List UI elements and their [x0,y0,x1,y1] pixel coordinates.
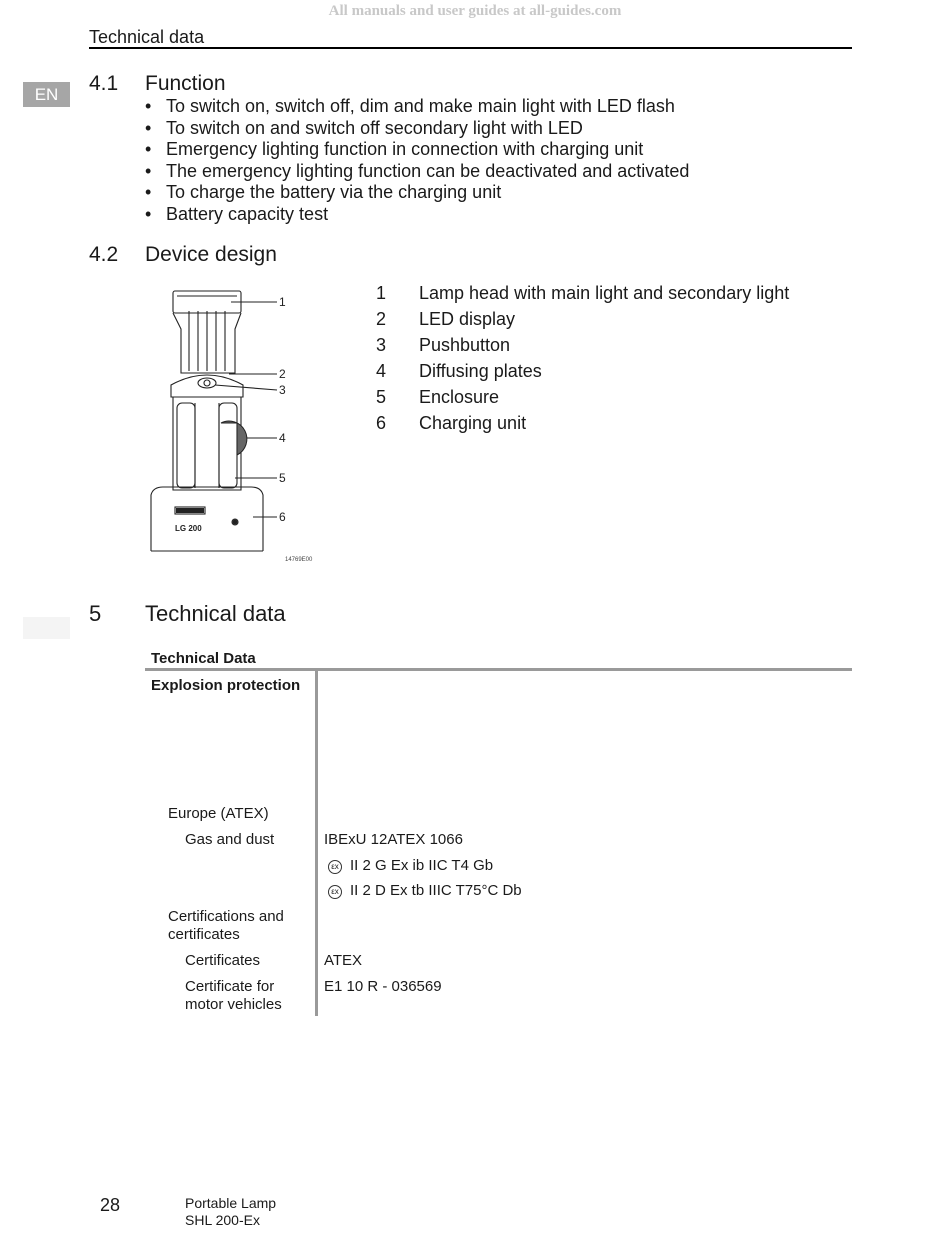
table-label-certifications: Certifications and certificates [168,908,284,943]
legend-row: 6 Charging unit [376,413,527,433]
section-4-1-number: 4.1 [89,72,119,95]
watermark: All manuals and user guides at all-guides.com [328,3,622,19]
section-4-2-title: Device design [145,243,277,266]
figure-code: 14769E00 [285,557,313,563]
legend-row: 5 Enclosure [376,387,500,407]
section-5-title: Technical data [145,601,286,626]
footer-product: Portable Lamp SHL 200-Ex [185,1195,277,1228]
legend-row: 2 LED display [376,309,516,329]
table-label-gas-dust: Gas and dust [185,831,275,848]
table-value-gas-marking: εx II 2 G Ex ib IIC T4 Gb [328,857,493,875]
page-number: 28 [100,1195,121,1215]
legend-row: 3 Pushbutton [376,335,511,355]
ex-symbol-icon: εx [328,860,342,874]
table-label-motor-vehicles: Certificate for motor vehicles [185,978,282,1013]
list-item: • Emergency lighting function in connection with charging unit [145,139,644,159]
list-item: • The emergency lighting function can be deactivated and activated [145,160,690,181]
table-value-ibexu: IBExU 12ATEX 1066 [324,831,463,848]
callout-6: 6 [279,510,286,524]
table-value-motor-vehicles: E1 10 R - 036569 [324,978,442,995]
section-4-2-number: 4.2 [89,243,119,266]
table-header: Technical Data [151,650,256,667]
section-4-1-title: Function [145,72,226,95]
list-item: • To switch on and switch off secondary light with LED [145,117,583,138]
section-5-number: 5 [89,601,102,626]
page-header-title: Technical data [89,27,205,47]
device-legend [376,282,789,438]
callout-5: 5 [279,471,286,485]
table-value-certificates: ATEX [324,952,363,969]
list-item: • To switch on, switch off, dim and make main light with LED flash [145,96,675,116]
device-brand-label: LG 200 [175,524,202,533]
function-list [145,96,689,225]
table-value-dust-marking: εx II 2 D Ex tb IIIC T75°C Db [328,882,522,900]
callout-1: 1 [279,295,286,309]
table-column-divider [315,671,318,1016]
device-illustration [145,285,325,570]
callout-4: 4 [279,431,286,445]
language-badge: EN [23,82,70,107]
legend-row: 4 Diffusing plates [376,361,542,381]
table-header-rule [145,668,852,671]
header-rule [89,47,852,49]
table-group-explosion-protection: Explosion protection [151,677,301,694]
callout-3: 3 [279,383,286,397]
ex-symbol-icon: εx [328,885,342,899]
table-label-europe: Europe (ATEX) [168,805,269,822]
language-badge-faded [23,617,70,639]
callout-2: 2 [279,367,286,381]
table-label-certificates: Certificates [185,952,261,969]
list-item: • To charge the battery via the charging unit [145,182,502,202]
legend-row: 1 Lamp head with main light and secondary light [376,283,790,303]
list-item: • Battery capacity test [145,203,329,224]
